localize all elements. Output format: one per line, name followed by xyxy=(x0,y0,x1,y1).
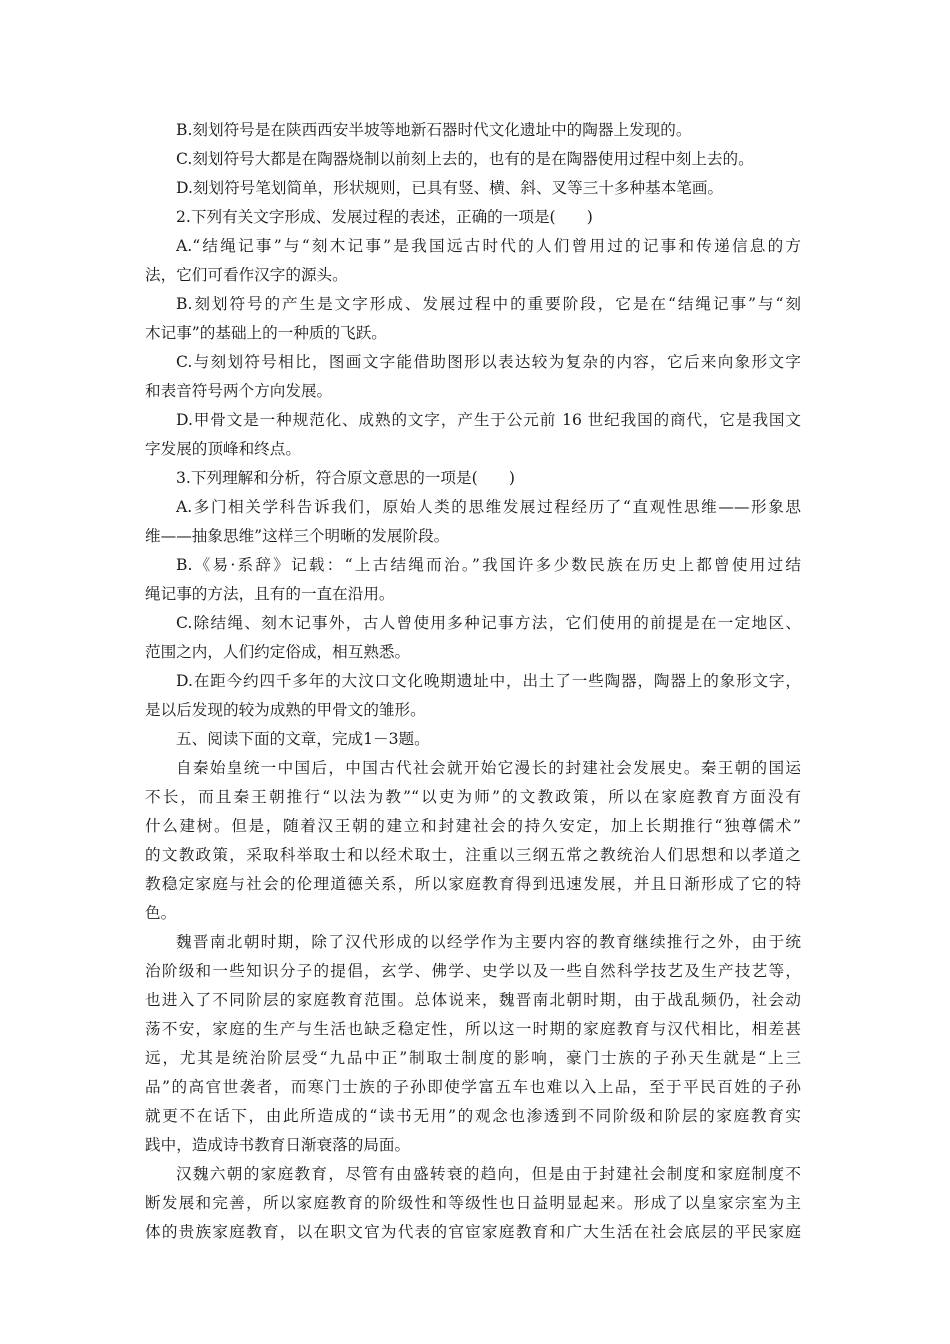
text-line: 也进入了不同阶层的家庭教育范围。总体说来，魏晋南北朝时期，由于战乱频仍，社会动 xyxy=(145,991,801,1009)
text-line: 践中，造成诗书教育日渐衰落的局面。 xyxy=(145,1136,411,1154)
text-line: 范围之内，人们约定俗成，相互熟悉。 xyxy=(145,643,411,661)
text-line: 体的贵族家庭教育，以在职文官为代表的官宦家庭教育和广大生活在社会底层的平民家庭 xyxy=(145,1223,801,1241)
text-line: 远，尤其是统治阶层受“九品中正”制取士制度的影响，豪门士族的子孙天生就是“上三 xyxy=(145,1049,801,1067)
text-line: 法，它们可看作汉字的源头。 xyxy=(145,266,348,284)
text-line: A.多门相关学科告诉我们，原始人类的思维发展过程经历了“直观性思维——形象思 xyxy=(176,498,801,516)
text-line: B.《易·系辞》记载：“上古结绳而治。”我国许多少数民族在历史上都曾使用过结 xyxy=(176,556,801,574)
text-line: D.刻划符号笔划简单，形状规则，已具有竖、横、斜、叉等三十多种基本笔画。 xyxy=(176,179,724,197)
text-line: 维——抽象思维”这样三个明晰的发展阶段。 xyxy=(145,527,450,545)
text-line: 木记事”的基础上的一种质的飞跃。 xyxy=(145,324,387,342)
document-page xyxy=(145,116,801,1247)
text-line: C.刻划符号大都是在陶器烧制以前刻上去的，也有的是在陶器使用过程中刻上去的。 xyxy=(176,150,754,168)
text-line: 绳记事的方法，且有的一直在沿用。 xyxy=(145,585,395,603)
text-line: C.除结绳、刻木记事外，古人曾使用多种记事方法，它们使用的前提是在一定地区、 xyxy=(176,614,801,632)
text-line: C.与刻划符号相比，图画文字能借助图形以表达较为复杂的内容，它后来向象形文字 xyxy=(176,353,801,371)
text-line: D.在距今约四千多年的大汶口文化晚期遗址中，出土了一些陶器，陶器上的象形文字， xyxy=(176,672,801,690)
text-line: 的文教政策，采取科举取士和以经术取士，注重以三纲五常之教统治人们思想和以孝道之 xyxy=(145,846,801,864)
text-line: 荡不安，家庭的生产与生活也缺乏稳定性，所以这一时期的家庭教育与汉代相比，相差甚 xyxy=(145,1020,801,1038)
text-line: 字发展的顶峰和终点。 xyxy=(145,440,301,458)
text-line: A.“结绳记事”与“刻木记事”是我国远古时代的人们曾用过的记事和传递信息的方 xyxy=(176,237,801,255)
text-line: 是以后发现的较为成熟的甲骨文的雏形。 xyxy=(145,701,426,719)
text-line: B.刻划符号是在陕西西安半坡等地新石器时代文化遗址中的陶器上发现的。 xyxy=(176,121,692,139)
text-line: 断发展和完善，所以家庭教育的阶级性和等级性也日益明显起来。形成了以皇家宗室为主 xyxy=(145,1194,801,1212)
text-line: 色。 xyxy=(145,904,177,922)
text-line: 什么建树。但是，随着汉王朝的建立和封建社会的持久安定，加上长期推行“独尊儒术” xyxy=(145,817,801,835)
text-line: 教稳定家庭与社会的伦理道德关系，所以家庭教育得到迅速发展，并且日渐形成了它的特 xyxy=(145,875,801,893)
text-line: 2.下列有关文字形成、发展过程的表述，正确的一项是( ) xyxy=(176,208,593,226)
text-line: 魏晋南北朝时期，除了汉代形成的以经学作为主要内容的教育继续推行之外，由于统 xyxy=(176,933,801,951)
text-line: 自秦始皇统一中国后，中国古代社会就开始它漫长的封建社会发展史。秦王朝的国运 xyxy=(176,759,801,777)
text-line: 不长，而且秦王朝推行“以法为教”“以吏为师”的文教政策，所以在家庭教育方面没有 xyxy=(145,788,801,806)
text-line: 和表音符号两个方向发展。 xyxy=(145,382,333,400)
text-line: D.甲骨文是一种规范化、成熟的文字，产生于公元前 16 世纪我国的商代，它是我国文 xyxy=(176,411,801,429)
text-line: 五、阅读下面的文章，完成1－3题。 xyxy=(176,730,430,748)
text-line: 汉魏六朝的家庭教育，尽管有由盛转衰的趋向，但是由于封建社会制度和家庭制度不 xyxy=(176,1165,801,1183)
text-line: 品”的高官世袭者，而寒门士族的子孙即使学富五车也难以入上品，至于平民百姓的子孙 xyxy=(145,1078,801,1096)
text-line: 就更不在话下，由此所造成的“读书无用”的观念也渗透到不同阶级和阶层的家庭教育实 xyxy=(145,1107,801,1125)
text-line: 3.下列理解和分析，符合原文意思的一项是( ) xyxy=(176,469,515,487)
text-line: 治阶级和一些知识分子的提倡，玄学、佛学、史学以及一些自然科学技艺及生产技艺等， xyxy=(145,962,801,980)
text-line: B.刻划符号的产生是文字形成、发展过程中的重要阶段，它是在“结绳记事”与“刻 xyxy=(176,295,801,313)
